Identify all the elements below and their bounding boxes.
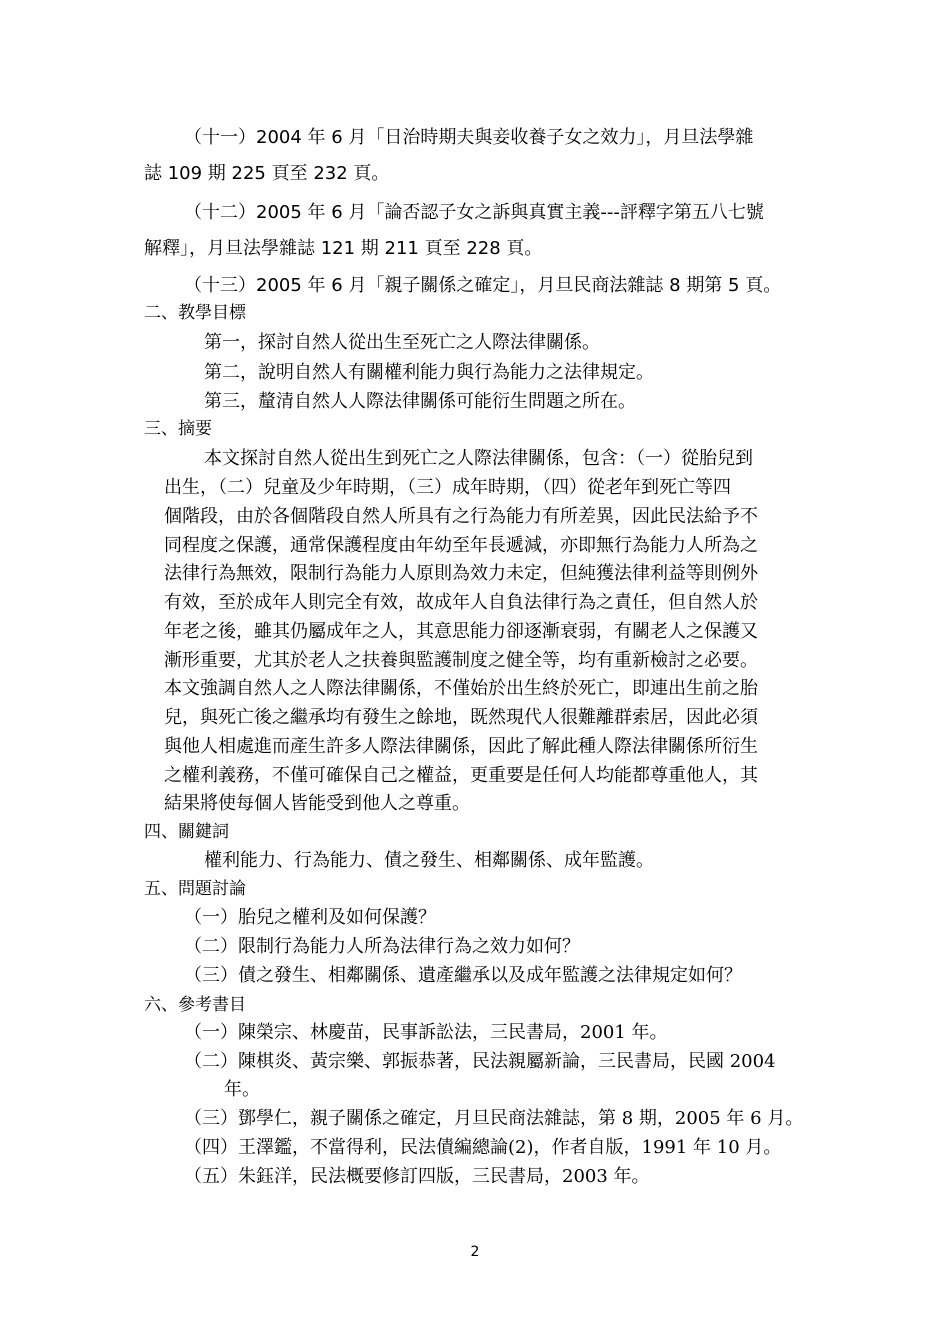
- abstract-line: 結果將使每個人皆能受到他人之尊重。: [164, 793, 470, 814]
- abstract-line: 同程度之保護，通常保護程度由年幼至年長遞減，亦即無行為能力人所為之: [164, 535, 758, 556]
- reference-item-5: （五）朱鈺洋，民法概要修訂四版，三民書局，2003 年。: [184, 1166, 650, 1187]
- references-heading: 六、參考書目: [144, 995, 246, 1015]
- abstract-line: 有效，至於成年人則完全有效，故成年人自負法律行為之責任，但自然人於: [164, 592, 758, 613]
- abstract-line: 本文探討自然人從出生到死亡之人際法律關係，包含：（一）從胎兒到: [204, 448, 753, 469]
- reference-item-3: （三）鄧學仁，親子關係之確定，月旦民商法雜誌，第 8 期，2005 年 6 月。: [184, 1108, 804, 1129]
- publication-11-line1: （十一）2004 年 6 月「日治時期夫與妾收養子女之效力」，月旦法學雜: [184, 127, 754, 148]
- page-number: 2: [470, 1244, 480, 1260]
- abstract-line: 年老之後，雖其仍屬成年之人，其意思能力卻逐漸衰弱，有關老人之保護又: [164, 621, 758, 642]
- abstract-line: 個階段，由於各個階段自然人所具有之行為能力有所差異，因此民法給予不: [164, 506, 758, 527]
- abstract-heading: 三、摘要: [144, 419, 212, 439]
- discussion-item-3: （三）債之發生、相鄰關係、遺產繼承以及成年監護之法律規定如何？: [184, 965, 742, 986]
- publication-11-line2: 誌 109 期 225 頁至 232 頁。: [144, 163, 390, 184]
- goals-heading: 二、教學目標: [144, 303, 246, 323]
- publication-12-line2: 解釋」，月旦法學雜誌 121 期 211 頁至 228 頁。: [144, 238, 543, 259]
- discussion-item-2: （二）限制行為能力人所為法律行為之效力如何？: [184, 936, 580, 957]
- abstract-line: 出生，（二）兒童及少年時期，（三）成年時期，（四）從老年到死亡等四: [164, 477, 731, 498]
- reference-item-1: （一）陳榮宗、林慶苗，民事訴訟法，三民書局，2001 年。: [184, 1022, 668, 1043]
- keywords-text: 權利能力、行為能力、債之發生、相鄰關係、成年監護。: [204, 850, 654, 871]
- keywords-heading: 四、關鍵詞: [144, 822, 229, 842]
- reference-item-2: （二）陳棋炎、黃宗樂、郭振恭著，民法親屬新論，三民書局，民國 2004: [184, 1051, 776, 1072]
- goal-item-3: 第三，釐清自然人人際法律關係可能衍生問題之所在。: [204, 391, 636, 412]
- abstract-line: 本文強調自然人之人際法律關係，不僅始於出生終於死亡，即連出生前之胎: [164, 678, 758, 699]
- publication-12-line1: （十二）2005 年 6 月「論否認子女之訴與真實主義---評釋字第五八七號: [184, 202, 764, 223]
- publication-13-line1: （十三）2005 年 6 月「親子關係之確定」，月旦民商法雜誌 8 期第 5 頁。: [184, 275, 782, 296]
- abstract-line: 兒，與死亡後之繼承均有發生之餘地，既然現代人很難離群索居，因此必須: [164, 707, 758, 728]
- abstract-line: 漸形重要，尤其於老人之扶養與監護制度之健全等，均有重新檢討之必要。: [164, 650, 758, 671]
- discussion-heading: 五、問題討論: [144, 879, 246, 899]
- goal-item-1: 第一，探討自然人從出生至死亡之人際法律關係。: [204, 332, 600, 353]
- reference-item-2-cont: 年。: [224, 1079, 260, 1100]
- abstract-line: 與他人相處進而產生許多人際法律關係，因此了解此種人際法律關係所衍生: [164, 736, 758, 757]
- reference-item-4: （四）王澤鑑，不當得利，民法債編總論(2)，作者自版，1991 年 10 月。: [184, 1137, 782, 1158]
- abstract-line: 法律行為無效，限制行為能力人原則為效力未定，但純獲法律利益等則例外: [164, 563, 758, 584]
- discussion-item-1: （一）胎兒之權利及如何保護？: [184, 907, 436, 928]
- goal-item-2: 第二，說明自然人有關權利能力與行為能力之法律規定。: [204, 362, 654, 383]
- abstract-line: 之權利義務，不僅可確保自己之權益，更重要是任何人均能都尊重他人，其: [164, 765, 758, 786]
